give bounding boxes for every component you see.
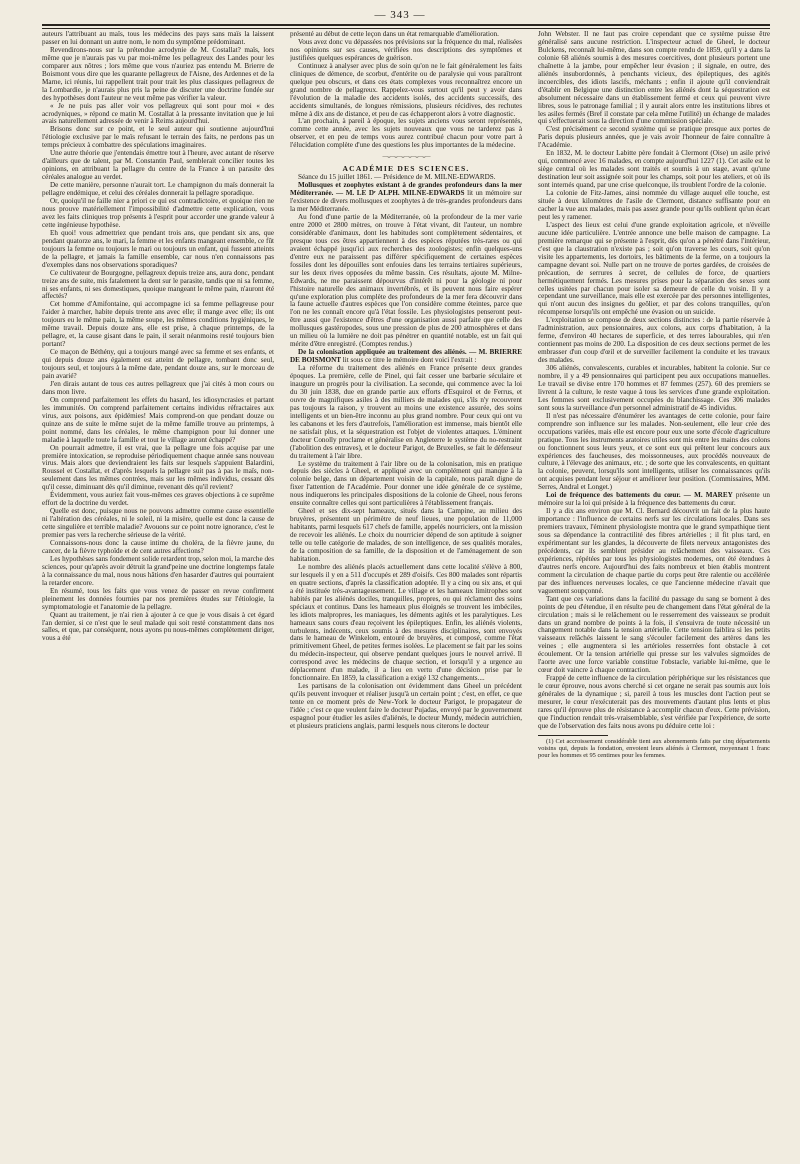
paragraph: Le nombre des aliénés placés actuellement dans cette localité s'élève à 800, sur lesquels il y en a 511 d'occupés et 289 d'oisifs. Ces 800 malades sont répartis en quatre sections, d'après la classification adoptée. Il y a cinq ou six ans, et qui a été instituée très-avantageusement. Le village et les hameaux limitrophes sont habités par les aliénés dociles, tranquilles, propres, ou qui réclament des soins spéciaux et continus. Dans les hameaux plus éloignés se trouvent les imbéciles, les idiots malpropres, les maniaques, les déments agités et les paralytiques. Les hameaux sans cours d'eau reçoivent les épileptiques. Enfin, les aliénés violents, turbulents, indécents, ceux soumis à des mesures disciplinaires, sont envoyés dans le hameau de Winkelom, entouré de bruyères, et composé, comme l'état primitivement Gheel, de petites fermes isolées. Le placement se fait par les soins du médecin-inspecteur, qui observe pendant quelques jours le nouvel arrivé. Il correspond avec les médecins de chaque section, et lorsqu'il y a urgence au déplacement d'un malade, il a lieu en vertu d'une décision prise par le fonctionnaire. En 1859, la classification a exigé 132 changements.... <box>290 562 522 683</box>
paragraph: De cette manière, personne n'aurait tort. Le champignon du maïs donnerait la pellagre endémique, et celui des céréales donnerait la pellagre sporadique. <box>42 181 274 198</box>
paragraph <box>290 182 522 214</box>
paragraph: Les hypothèses sans fondement solide retardent trop, selon moi, la marche des sciences, pour qu'après avoir détruit la grand'peine une doctrine longtemps fatale à la connaissance du mal, nous nous hâtions d'en hasarder d'autres qui pourraient la retarder encore. <box>42 554 274 587</box>
article-heading: De la colonisation appliquée au traitement des aliénés. — M. BRIERRE DE BOISMONT <box>290 348 522 365</box>
paragraph: Vous avez donc vu dépassées nos prévisions sur la fréquence du mal, réalisées nos opinions sur ses causes, vérifiées nos descriptions des symptômes et justifiées quelques espérances de guérison. <box>290 37 522 62</box>
paragraph: En 1832, M. le docteur Labitte père fondait à Clermont (Oise) un asile privé qui, commencé avec 16 malades, en compte aujourd'hui 1227 (1). Cet asile est le siège central où les malades sont traités et soumis à un stage, avant qu'une destination leur soit assignée soit pour les champs, soit pour les ateliers, et où ils sont internés quand, par une crise quelconque, ils troublent l'ordre de la colonie. <box>538 149 770 190</box>
paragraph: L'aspect des lieux est celui d'une grande exploitation agricole, et n'éveille aucune idée particulière. L'entrée annonce une belle maison de campagne. La première remarque qui se présente à l'esprit, dès qu'on a pénétré dans l'intérieur, c'est que la claustration n'existe pas ; soit qu'on traverse les cours, soit qu'on visite les appartements, les dortoirs, les bâtiments de la ferme, on a toujours la campagne devant soi. Nulle part on ne trouve de portes gardées, de croisées de précaution, de serrures à secret, de cellules de force, de quartiers hermétiquement fermés. Les mesures prises pour la séparation des sexes sont celles usitées par chacun pour isoler sa demeure de celle du voisin. Il y a cependant une surveillance, mais elle est exercée par des personnes intelligentes, qui n'ont aucun des insignes du geôlier, et par des colons tranquilles, qu'on récompense lorsqu'ils ont empêché une évasion ou un suicide. <box>538 220 770 317</box>
footnote-rule <box>538 735 608 736</box>
paragraph <box>290 349 522 365</box>
paragraph: En résumé, tous les faits que vous venez de passer en revue confirment pleinement les données fournies par nos premières études sur l'étiologie, la symptomatologie et l'anatomie de la pellagre. <box>42 586 274 611</box>
paragraph: Frappé de cette influence de la circulation périphérique sur les résistances que le cœur éprouve, nous avons cherché si cet organe ne serait pas soumis aux lois générales de la dynamique ; si, pareil à tous les muscles dont l'action peut se mesurer, le cœur n'exécuterait pas des mouvements d'autant plus lents et plus rares qu'il éprouve plus de résistance à accomplir chacun d'eux. Cette prévision, que l'induction rendait très-vraisemblable, s'est vérifiée par l'expérience, de sorte que de l'observation des faits nous avons pu déduire cette loi : <box>538 674 770 730</box>
paragraph: 306 aliénés, convalescents, curables et incurables, habitent la colonie. Sur ce nombre, il y a 49 pensionnaires qui participent peu aux occupations manuelles. Le travail se divise entre 170 hommes et 87 femmes (257). 60 des premiers se livrent à la culture, le reste vaque à tous les services d'une grande exploitation. Les femmes sont exclusivement occupées du blanchissage. Ces 306 malades sont sous la surveillance d'un personnel administratif de 45 individus. <box>538 364 770 412</box>
paragraph: auteurs l'attribuant au maïs, tous les médecins des pays sans maïs la laissent passer en lui donnant un autre nom, le nom du symptôme prédominant. <box>42 31 274 46</box>
paragraph: Le système du traitement à l'air libre ou de la colonisation, mis en pratique depuis des siècles à Gheel, et appliqué avec un complément qui manque à la colonie belge, dans un département voisin de la capitale, nous paraît digne de fixer l'attention de l'Académie. Pour donner une idée générale de ce système, nous indiquerons les principales dispositions de la colonie de Gheel, nous ferons ensuite connaître celles qui sont particulières à l'établissement français. <box>290 459 522 508</box>
text-columns <box>42 31 770 1156</box>
paragraph: Cet homme d'Amifontaine, qui accompagne ici sa femme pellagreuse pour l'aider à marcher, habite depuis trente ans avec elle; il mange avec elle; ils ont toujours eu le même pain, la même soupe, les mêmes conditions hygiéniques, le même travail. Depuis douze ans, elle est prise, à chaque printemps, de la pellagre, et, la cause gisant dans le pain, il serait néanmoins resté toujours bien portant? <box>42 300 274 349</box>
paragraph: La colonie de Fitz-James, ainsi nommée du village auquel elle touche, est située à deux kilomètres de l'asile de Clermont, distance suffisante pour en cacher la vue aux malades, mais pas assez grande pour qu'ils oublient qu'un écart peut les y ramener. <box>538 189 770 221</box>
paragraph <box>538 492 770 508</box>
column-left <box>42 31 274 1156</box>
paragraph: Or, quoiqu'il ne faille nier a priori ce qui est contradictoire, et quoique rien ne nous prouve matériellement l'impossibilité d'admettre cette explication, vous avez les faits cliniques trop présents à l'esprit pour accorder une grande valeur à cette ingénieuse hypothèse. <box>42 197 274 229</box>
paragraph: On pourrait admettre, il est vrai, que la pellagre une fois acquise par une première intoxication, se reproduise périodiquement chaque année sans nouveau virus. Mais alors que deviendraient les faits sur lesquels s'appuient Balardini, Roussel et Costallat, et d'après lesquels la pellagre suit pas à pas le maïs, non-seulement dans les mêmes contrées, mais sur les mêmes individus, cessant dès qu'il cesse, diminuant dès qu'il diminue, revenant dès qu'il revient? <box>42 443 274 492</box>
section-title: ACADÉMIE DES SCIENCES. <box>342 164 470 174</box>
paragraph: Ce maçon de Béthény, qui a toujours mangé avec sa femme et ses enfants, et qui depuis douze ans également est atteint de pellagre, tombant donc seul, toujours seul, et toujours à la même date, pendant douze ans, sur le morceau de pain avarié? <box>42 348 274 380</box>
paragraph: Il n'est pas nécessaire d'énumérer les avantages de cette colonie, pour faire comprendre son influence sur les malades. Non-seulement, elle leur crée des occupations variées, mais elle est encore pour eux une sorte d'école d'agriculture pratique. Tous les instruments aratoires utiles sont mis entre les mains des colons ou fonctionnent sous leurs yeux, et ce sont eux qui prêtent leur concours aux expériences des faucheuses, des moissonneuses, aux procédés nouveaux de culture, à l'élevage des animaux, etc. ; de sorte que les convalescents, en quittant la colonie, peuvent, lorsqu'ils sont intelligents, utiliser les connaissances qu'ils ont acquises pendant leur séjour et améliorer leur position. (Commissaires, MM. Serres, Andral et Longet.) <box>538 411 770 492</box>
paragraph: Continuez à analyser avec plus de soin qu'on ne le fait généralement les faits cliniques de démence, de scorbut, d'entérite ou de paralysie qui vous paraîtront quelque peu obscurs, et dans ces états complexes vous reconnaîtrez encore un grand nombre de pellagreux. Rappelez-vous surtout qu'il peut y avoir dans l'évolution de la maladie des accidents isolés, des accidents successifs, des accidents simultanés, de longues rémissions, plusieurs récidives, des rechutes même à dix ans de distance, et peu de cas échapperont alors à votre diagnostic. <box>290 61 522 118</box>
paragraph: Connaissons-nous donc la cause intime du choléra, de la fièvre jaune, du cancer, de la fièvre typhoïde et de cent autres affections? <box>42 539 274 555</box>
paragraph: Évidemment, vous auriez fait vous-mêmes ces graves objections à ce suprême effort de la doctrine du verdet. <box>42 491 274 508</box>
paragraph: Brisons donc sur ce point, et le seul auteur qui soutienne aujourd'hui l'étiologie exclusive par le maïs refusant le terrain des faits, ne perdons pas un temps précieux à combattre des spéculations imaginaires. <box>42 125 274 150</box>
page-number: — 343 — <box>374 9 426 21</box>
paragraph: Tant que ces variations dans la facilité du passage du sang se bornent à des points de peu d'étendue, il en résulte peu de changement dans l'état général de la circulation ; mais si le relâchement ou le resserrement des vaisseaux se produit dans un grand nombre de points à la fois, il s'ensuivra de toute nécessité un changement notable dans la tension artérielle. Cette tension faiblira si les petits vaisseaux relâchés laissent le sang s'écouler facilement des artères dans les veines ; elle augmentera si les artérioles resserrées font obstacle à cet écoulement. Or la tension artérielle qui presse sur les valvules sigmoïdes de l'aorte avec une force variable constitue l'obstacle, variable lui-même, que le cœur doit vaincre à chaque contraction. <box>538 594 770 675</box>
paragraph: C'est précisément ce second système qui se pratique presque aux portes de Paris depuis plusieurs années, que je vais avoir l'honneur de faire connaître à l'Académie. <box>538 125 770 150</box>
paragraph: présenté au début de cette leçon dans un état remarquable d'amélioration. <box>290 31 499 38</box>
paragraph: Une autre théorie que j'entendais émettre tout à l'heure, avec autant de réserve d'ailleurs que de talent, par M. Constantin Paul, semblerait concilier toutes les opinions, en attribuant la pellagre du centre de la France à un parasite des céréales analogue au verdet. <box>42 149 274 182</box>
paragraph: Ce cultivateur de Bourgogne, pellagreux depuis treize ans, aura donc, pendant treize ans de suite, mis fatalement la dent sur le parasite, tandis que ni sa femme, ni ses enfants, ni ses domestiques, quoique mangeant le même pain, n'auront été affectés? <box>42 268 274 301</box>
paragraph: L'an prochain, à pareil à époque, les sujets anciens vous seront représentés, comme cette année, avec les sujets nouveaux que vous ne tarderez pas à observer, et en peu de temps vous aurez contribué chacun pour votre part à l'élucidation complète d'une des questions les plus importantes de la médecine. <box>290 117 522 150</box>
paragraph: Revendirons-nous sur la prétendue acrodynie de M. Costallat? maïs, lors même que je n'aurais pas vu par moi-même les pellagreux des Landes pour les comparer aux nôtres ; lors même que vous n'auriez pas entendu M. Brierre de Boismont vous dire que les quarante pellagreux de l'Aisne, des Ardennes et de la Marne, ici réunis, lui rappellent trait pour trait les plus classiques pellagreux de la Lombardie, je n'aurais plus pris la peine de discuter une doctrine fondée sur des hypothèses dont l'auteur ne veut même pas vérifier la valeur. <box>42 45 274 102</box>
paragraph: Quant au traitement, je n'ai rien à ajouter à ce que je vous disais à cet égard l'an dernier, si ce n'est que le seul malade qui soit resté constamment dans nos salles, et que, par conséquent, nous ayons pu nous-mêmes complètement diriger, vous a été <box>42 610 274 643</box>
article-lead: lit sous ce titre le mémoire dont voici l'extrait : <box>341 356 477 365</box>
paragraph: Au fond d'une partie de la Méditerranée, où la profondeur de la mer varie entre 2000 et 2800 mètres, on trouve à l'état vivant, dit l'auteur, un nombre considérable d'animaux, dont les habitudes sont complètement sédentaires, et presque tous ces êtres appartiennent à des espèces réputées très-rares ou qui avaient échappé jusqu'ici aux recherches des zoologistes; enfin quelques-uns d'entre eux ne paraissent pas différer spécifiquement de certaines espèces fossiles dont les dépouilles sont enfouies dans les terrains tertiaires supérieurs, sur les deux rives opposées du même bassin. Ces résultats, ajoute M. Milne-Edwards, ne me paraissent dépourvus d'intérêt ni pour la géologie ni pour l'histoire naturelle des animaux invertébrés, et ils peuvent nous faire espérer qu'une exploration plus complète des profondeurs de la mer fera découvrir dans la faune actuelle d'autres espèces que l'on considère comme éteintes, parce que l'on ne les connaît encore qu'à l'état fossile. Les physiologistes penseront peut-être aussi que l'existence d'êtres d'une organisation aussi parfaite que celle des mollusques gastéropodes, sous une pression de plus de 200 atmosphères et dans un milieu où la lumière ne doit pas pénétrer en quantité notable, est un fait qui mérite d'être enregistré. (Comptes rendus.) <box>290 212 522 349</box>
paragraph: La réforme du traitement des aliénés en France présente deux grandes époques. La première, celle de Pinel, qui fait cesser une barbarie séculaire et inaugure un progrès pour la civilisation. La seconde, qui commence avec la loi du 30 juin 1838, due en grande partie aux efforts d'Esquirol et de Ferrus, et ouvre de magnifiques asiles à des milliers de malades qui, s'ils n'y recouvrent pas toujours la raison, y trouvent au moins une existence assurée, des soins intelligents et un bien-être inconnu au plus grand nombre. Pour ceux qui ont vu les cabanons et les fers d'autrefois, l'amélioration est immense, mais bientôt elle ne satisfait plus, et la séquestration est l'objet de violentes attaques. L'éminent docteur Conolly proclame et généralise en Angleterre le système du no-restraint (l'abolition des entraves), et le docteur Parigot, de Bruxelles, se fait le défenseur du traitement à l'air libre. <box>290 364 522 460</box>
paragraph: Quelle est donc, puisque nous ne pouvons admettre comme cause essentielle ni l'altération des céréales, ni le soleil, ni la misère, quelle est donc la cause de cette singulière et terrible maladie? Avouons sur ce point notre ignorance, c'est le premier pas vers la recherche sérieuse de la vérité. <box>42 507 274 540</box>
paragraph: On comprend parfaitement les effets du hasard, les idiosyncrasies et partant les immunités. On comprend parfaitement certains individus réfractaires aux virus, aux poisons, aux épidémies! Mais comprend-on que pendant douze ou quinze ans de suite le même sujet de la même famille trouve au printemps, à point nommé, dans les céréales, le même champignon pour lui donner une maladie à laquelle toute la famille et tout le village auront échappé? <box>42 395 274 444</box>
column-right <box>538 31 770 1156</box>
paragraph: Il y a dix ans environ que M. Cl. Bernard découvrit un fait de la plus haute importance : l'influence de certains nerfs sur les circulations locales. Dans ses premiers travaux, l'éminent physiologiste montra que le grand sympathique tient sous sa dépendance la contractilité des fibres artérielles ; il fit plus tard, en expérimentant sur les glandes, la découverte de filets nerveux antagonistes des précédents, car ils semblent présider au relâchement des vaisseaux. Ces expériences, répétées par tous les physiologistes modernes, ont été étendues à d'autres nerfs encore. Aujourd'hui des faits nombreux et bien établis montrent comment la circulation de chaque partie du corps peut être ralentie ou accélérée par des influences nerveuses locales, ce que l'ancienne médecine n'avait que vaguement soupçonné. <box>538 507 770 595</box>
seance-line: Séance du 15 juillet 1861. — Présidence de M. MILNE-EDWARDS. <box>298 173 496 182</box>
paragraph: Gheel et ses dix-sept hameaux, situés dans la Campine, au milieu des bruyères, présentent un périmètre de neuf lieues, une population de 11,000 habitants, parmi lesquels 617 chefs de famille, appelés nourriciers, ont la mission de recevoir les aliénés. Le choix du nourricier dépend de son aptitude à soigner telle ou telle catégorie de malades, de son intelligence, de ses qualités morales, de la composition de sa famille, de la disposition et de l'aménagement de son habitation. <box>290 507 522 563</box>
paragraph: Les partisans de la colonisation ont évidemment dans Gheel un précédent qu'ils peuvent invoquer et réaliser jusqu'à un certain point ; c'est, en effet, ce que tente en ce moment près de New-York le docteur Parigot, le propagateur de l'idée ; c'est ce que veulent faire le docteur Pujadas, envoyé par le gouvernement espagnol pour étudier les asiles d'aliénés, le docteur Mundy, médecin autrichien, et plusieurs praticiens anglais, parmi lesquels nous citerons le docteur <box>290 682 522 730</box>
header-rule <box>42 24 770 29</box>
paragraph: L'exploitation se compose de deux sections distinctes : de la partie réservée à l'administration, aux pensionnaires, aux colons, aux corps d'habitation, à la ferme, d'environ 40 hectares de superficie, et des terres labourables, qui n'en contiennent pas moins de 200. La disposition de ces deux sections permet de les embrasser d'un coup d'œil et de surveiller facilement la conduite et les travaux des malades. <box>538 316 770 365</box>
paragraph: Eh quoi! vous admettriez que pendant trois ans, que pendant six ans, que pendant quatorze ans, le mari, la femme et les enfants mangeant ensemble, ce fût toujours la femme ou toujours le mari ou toujours un enfant, qui fussent atteints de la pellagre, et jamais la famille ensemble, car nous n'en connaissons pas d'exemples dans nos observations sporadiques? <box>42 228 274 269</box>
article-heading: Loi de fréquence des battements du cœur. — M. MAREY <box>546 491 733 500</box>
paragraph: « Je ne puis pas aller voir vos pellagreux qui sont pour moi « des acrodyniques, » répond ce matin M. Costallat à la pressante invitation que je lui avais naturellement adressée de venir à Reims aujourd'hui. <box>42 101 274 126</box>
ornament-divider: —ᴗ—ᴗ—ᴗ—ᴗ—ᴗ—ᴗ— <box>382 154 430 161</box>
paragraph: John Webster. Il ne faut pas croire cependant que ce système puisse être généralisé sans aucune restriction. L'inspecteur actuel de Gheel, le docteur Bulckens, reconnaît lui-même, dans son compte rendu de 1859, qu'il y a dans la colonie 68 aliénés soumis à des mesures coercitives, dont plusieurs portent une chaînette à la jambe, pour empêcher leur évasion ; il signale, en outre, des aliénés insubordonnés, à penchants vicieux, des épileptiques, des agités incoercibles, des idiots lascifs, méchants ; enfin il ajoute qu'il conviendrait d'établir en Belgique une distinction entre les aliénés dont la séquestration est absolument nécessaire dans un établissement fermé et ceux qui peuvent vivre libres, sous le patronage familial ; il y aurait alors entre les institutions libres et les asiles fermés (Bref il constate par cela même l'utilité) un échange de malades qui s'effectuerait sous la direction d'une commission spéciale. <box>538 31 770 126</box>
article-lead: lit un mémoire sur l'existence de divers mollusques et zoophytes à de très-grandes profondeurs dans la mer Méditerranée. <box>290 189 522 214</box>
article-lead: présente un mémoire sur la loi qui préside à la fréquence des battements du cœur. <box>538 491 770 508</box>
article-heading: Mollusques et zoophytes existant à de grandes profondeurs dans la mer Méditerranée. — M. LE Dʳ ALPH. MILNE-EDWARDS <box>290 181 522 198</box>
paragraph: J'en dirais autant de tous ces autres pellagreux que j'ai cités à mon cours ou dans mon livre. <box>42 379 274 396</box>
footnote: (1) Cet accroissement considérable tient aux abonnements faits par cinq départements voisins qui, depuis la fondation, envoient leurs aliénés à Clermont, moyennant 1 franc pour les hommes et 95 centimes pour les femmes. <box>538 737 770 760</box>
column-middle <box>290 31 522 1156</box>
